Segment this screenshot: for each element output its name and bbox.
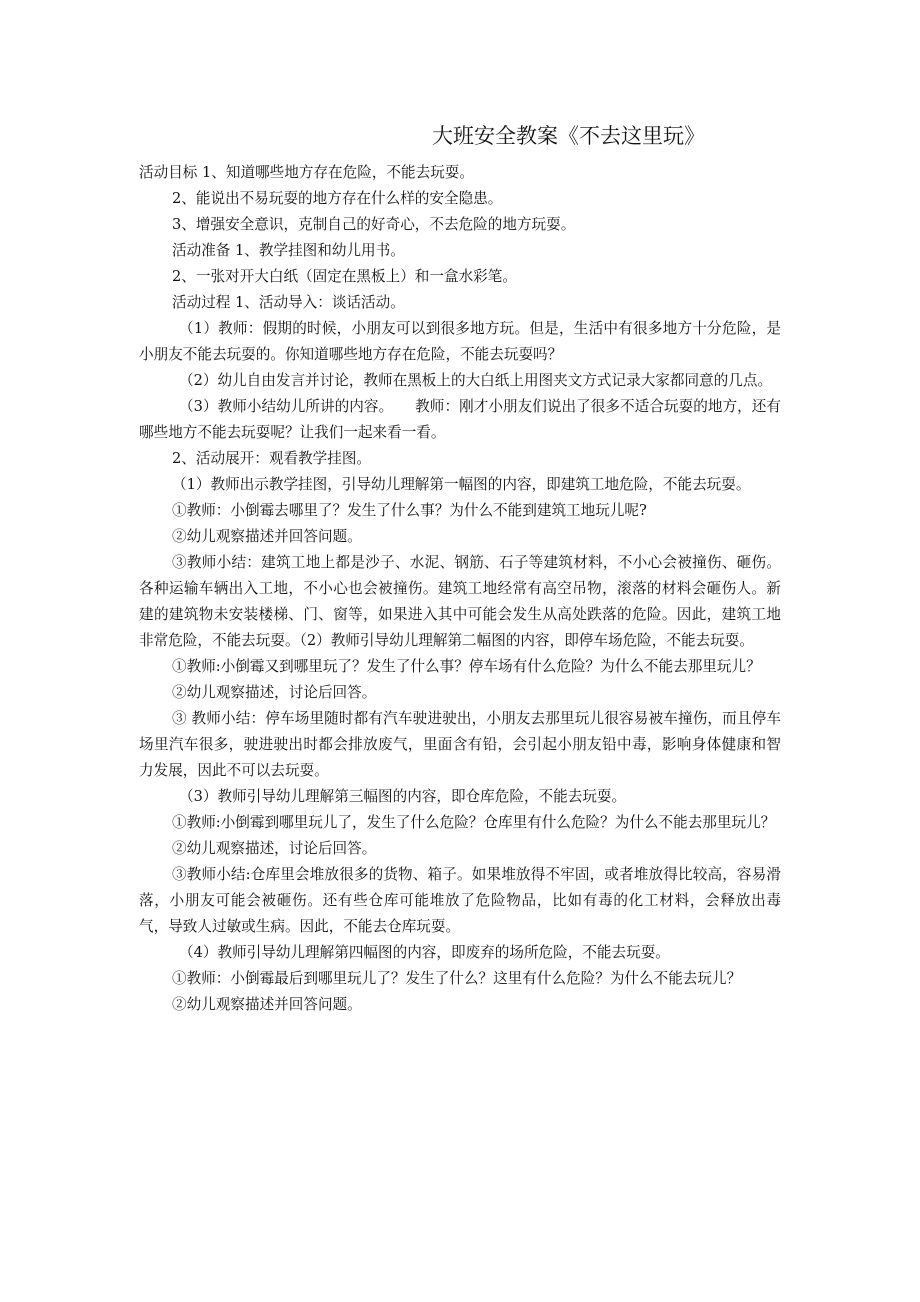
paragraph-picture-2-observe: ②幼儿观察描述，讨论后回答。 bbox=[172, 684, 377, 701]
paragraph-picture-3-question: ①教师:小倒霉到哪里玩儿了，发生了什么危险？仓库里有什么危险？为什么不能去那里玩儿？ bbox=[172, 814, 776, 831]
paragraph-process-1-2: （2）幼儿自由发言并讨论，教师在黑板上的大白纸上用图夹文方式记录大家都同意的几点。 bbox=[179, 372, 773, 389]
paragraph-picture-3-observe: ②幼儿观察描述，讨论后回答。 bbox=[172, 840, 377, 857]
paragraph-picture-4: （4）教师引导幼儿理解第四幅图的内容，即废弃的场所危险，不能去玩耍。 bbox=[179, 944, 670, 961]
paragraph-picture-3: （3）教师引导幼儿理解第三幅图的内容，即仓库危险，不能去玩耍。 bbox=[179, 788, 627, 805]
paragraph-goal-2: 2、能说出不易玩耍的地方存在什么样的安全隐患。 bbox=[172, 190, 503, 207]
paragraph-process-1: 活动过程 1、活动导入：谈话活动。 bbox=[172, 294, 405, 311]
paragraph-process-1-3: （3）教师小结幼儿所讲的内容。 教师：刚才小朋友们说出了很多不适合玩耍的地方，还有哪些地方不能去玩耍呢？让我们一起来看一看。 bbox=[139, 398, 781, 441]
paragraph-picture-3-summary: ③教师小结:仓库里会堆放很多的货物、箱子。如果堆放得不牢固，或者堆放得比较高，容易滑落，小朋友可能会被砸伤。还有些仓库可能堆放了危险物品，比如有毒的化工材料，会释放出毒气，导致人过敏或生病。因此，不能去仓库玩耍。 bbox=[139, 866, 781, 935]
paragraph-picture-1-summary: ③教师小结：建筑工地上都是沙子、水泥、钢筋、石子等建筑材料，不小心会被撞伤、砸伤。各种运输车辆出入工地，不小心也会被撞伤。建筑工地经常有高空吊物，滚落的材料会砸伤人。新建的建筑物未安装楼梯、门、窗等，如果进入其中可能会发生从高处跌落的危险。因此，建筑工地非常危险，不能去玩耍。（2）教师引导幼儿理解第二幅图的内容，即停车场危险，不能去玩耍。 bbox=[139, 554, 781, 649]
paragraph-picture-2-question: ①教师:小倒霉又到哪里玩了？发生了什么事？停车场有什么危险？为什么不能去那里玩儿？ bbox=[172, 658, 761, 675]
paragraph-goal-1: 活动目标 1、知道哪些地方存在危险，不能去玩耍。 bbox=[139, 164, 474, 181]
paragraph-prep-1: 活动准备 1、教学挂图和幼儿用书。 bbox=[172, 242, 405, 259]
paragraph-picture-1-question: ①教师：小倒霉去哪里了？发生了什么事？为什么不能到建筑工地玩儿呢? bbox=[172, 502, 647, 519]
paragraph-process-2: 2、活动展开：观看教学挂图。 bbox=[172, 450, 372, 467]
paragraph-process-1-1: （1）教师：假期的时候，小朋友可以到很多地方玩。但是，生活中有很多地方十分危险，是小朋友不能去玩耍的。你知道哪些地方存在危险，不能去玩耍吗？ bbox=[139, 320, 781, 363]
paragraph-picture-1-observe: ②幼儿观察描述并回答问题。 bbox=[172, 528, 362, 545]
document-title: 大班安全教案《不去这里玩》 bbox=[432, 124, 705, 148]
document-body bbox=[139, 160, 781, 1018]
paragraph-picture-1: （1）教师出示教学挂图，引导幼儿理解第一幅图的内容，即建筑工地危险，不能去玩耍。 bbox=[172, 476, 751, 493]
paragraph-picture-4-observe: ②幼儿观察描述并回答问题。 bbox=[172, 996, 362, 1013]
paragraph-prep-2: 2、一张对开大白纸（固定在黑板上）和一盒水彩笔。 bbox=[172, 268, 517, 285]
paragraph-picture-2-summary: ③ 教师小结：停车场里随时都有汽车驶进驶出，小朋友去那里玩儿很容易被车撞伤，而且停车场里汽车很多，驶进驶出时都会排放废气，里面含有铅，会引起小朋友铅中毒，影响身体健康和智力发展，因此不可以去玩耍。 bbox=[139, 710, 781, 779]
paragraph-picture-4-question: ①教师：小倒霉最后到哪里玩儿了？发生了什么？这里有什么危险？为什么不能去玩儿？ bbox=[172, 970, 742, 987]
paragraph-goal-3: 3、增强安全意识，克制自己的好奇心，不去危险的地方玩耍。 bbox=[172, 216, 576, 233]
